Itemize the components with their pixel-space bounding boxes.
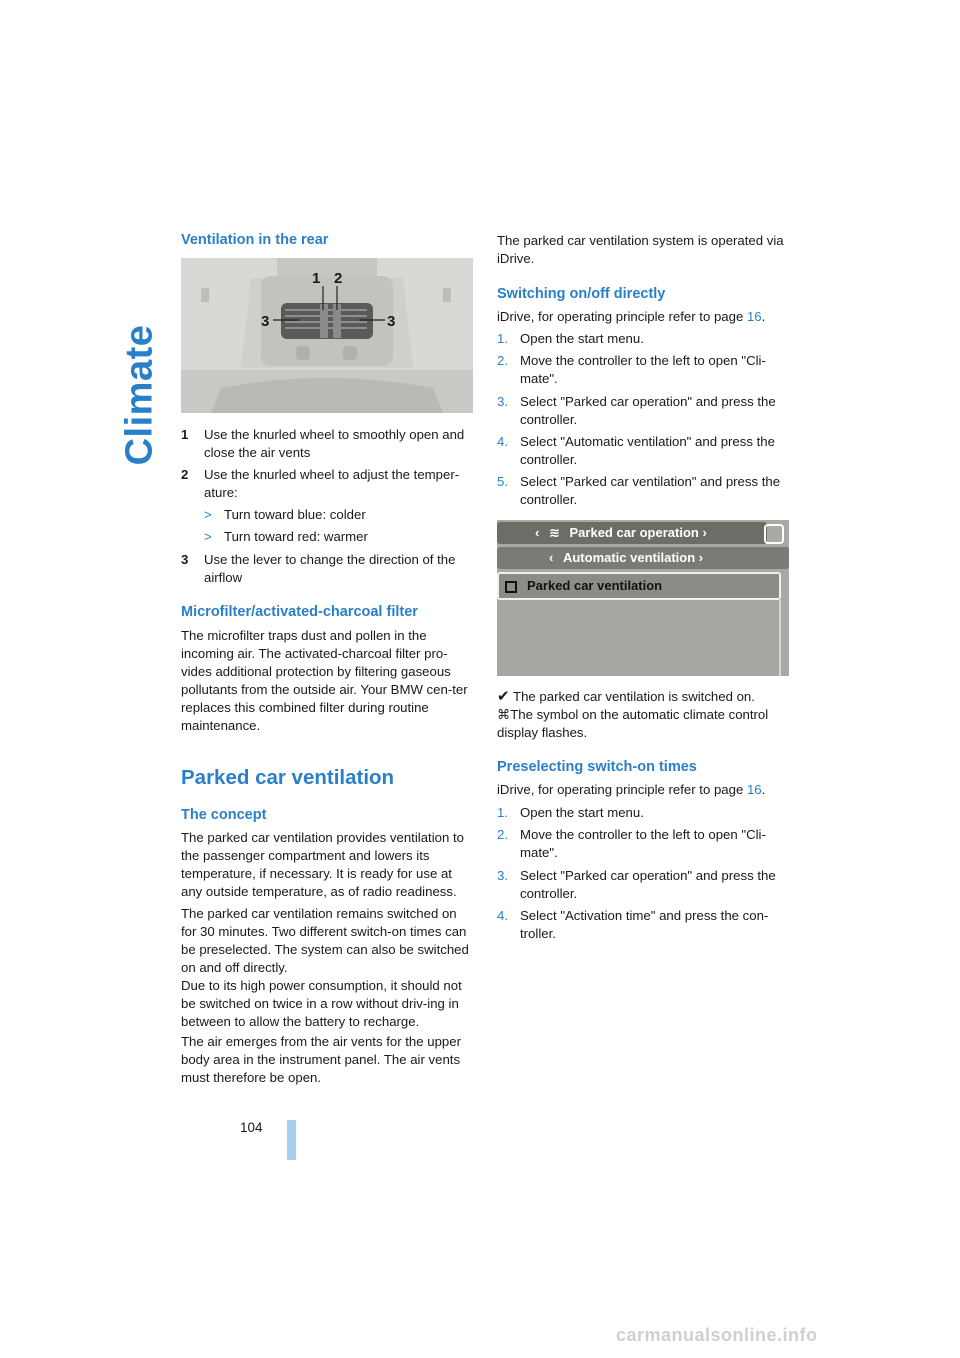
menu-parked-car-operation[interactable]: ‹ ≋ Parked car operation › xyxy=(497,522,767,544)
concept-paragraph-2a: The parked car ventilation remains switched on for 30 minutes. Two different switch-on times can be preselected. The system can also be switched on and off directly. xyxy=(181,906,469,975)
page-number: 104 xyxy=(240,1120,263,1135)
intro-text: The parked car ventilation system is operated via iDrive. xyxy=(497,233,784,266)
heading-switching: Switching on/off directly xyxy=(497,286,666,302)
heading-concept: The concept xyxy=(181,807,267,823)
heading-parked-car-ventilation: Parked car ventilation xyxy=(181,766,395,789)
callout-3-right: 3 xyxy=(387,313,396,330)
concept-paragraph-2b: Due to its high power consumption, it should not be switched on twice in a row without driv-ing in between to allow the battery to recharge. xyxy=(181,978,462,1029)
menu-parked-car-ventilation[interactable]: Parked car ventilation xyxy=(497,572,781,600)
watermark: carmanualsonline.info xyxy=(616,1325,818,1345)
chapter-title: Climate xyxy=(118,324,161,466)
scroll-icon xyxy=(764,524,784,544)
fan-symbol-icon: ⌘ xyxy=(497,707,511,722)
arrow-right-icon: › xyxy=(702,525,707,540)
preselect-lead: iDrive, for operating principle refer to page 16. xyxy=(497,782,766,797)
footer-bar xyxy=(287,1120,296,1160)
status-symbol-flashes: ⌘The symbol on the automatic climate control display flashes. xyxy=(497,707,769,740)
screen-background xyxy=(497,600,781,676)
concept-paragraph-1: The parked car ventilation provides ventilation to the passenger compartment and lowers its temperature, if necessary. It is ready for use at any outside temperature, as of radio readiness. xyxy=(181,830,464,899)
menu-automatic-ventilation[interactable]: ‹ Automatic ventilation › xyxy=(497,547,789,569)
checkbox-icon xyxy=(505,581,517,593)
checkmark-icon: ✔ xyxy=(497,688,510,705)
rear-vents-photo xyxy=(181,258,473,413)
microfilter-text: The microfilter traps dust and pollen in the incoming air. The activated-charcoal filter pro-vides additional protection by filtering gaseous pollutants from the outside air. Your BMW cen-ter replaces this combined filter during routine maintenance. xyxy=(181,628,468,733)
arrow-left-icon: ‹ xyxy=(535,525,540,540)
heading-preselecting: Preselecting switch-on times xyxy=(497,759,697,775)
switching-lead: iDrive, for operating principle refer to page 16. xyxy=(497,309,766,324)
climate-icon: ≋ xyxy=(548,525,560,540)
heading-ventilation-rear: Ventilation in the rear xyxy=(181,232,329,248)
idrive-screen xyxy=(497,520,789,676)
arrow-right-icon: › xyxy=(698,550,704,565)
arrow-left-icon: ‹ xyxy=(549,550,554,565)
callout-3-left: 3 xyxy=(261,313,270,330)
status-switched-on: ✔ The parked car ventilation is switched on. xyxy=(497,688,755,705)
callout-1: 1 xyxy=(312,270,321,287)
concept-paragraph-3: The air emerges from the air vents for the upper body area in the instrument panel. The air vents must therefore be open. xyxy=(181,1034,461,1085)
heading-microfilter: Microfilter/activated-charcoal filter xyxy=(181,604,418,620)
page-link[interactable]: 16 xyxy=(746,782,762,797)
callout-2: 2 xyxy=(334,270,343,287)
page-link[interactable]: 16 xyxy=(746,309,762,324)
